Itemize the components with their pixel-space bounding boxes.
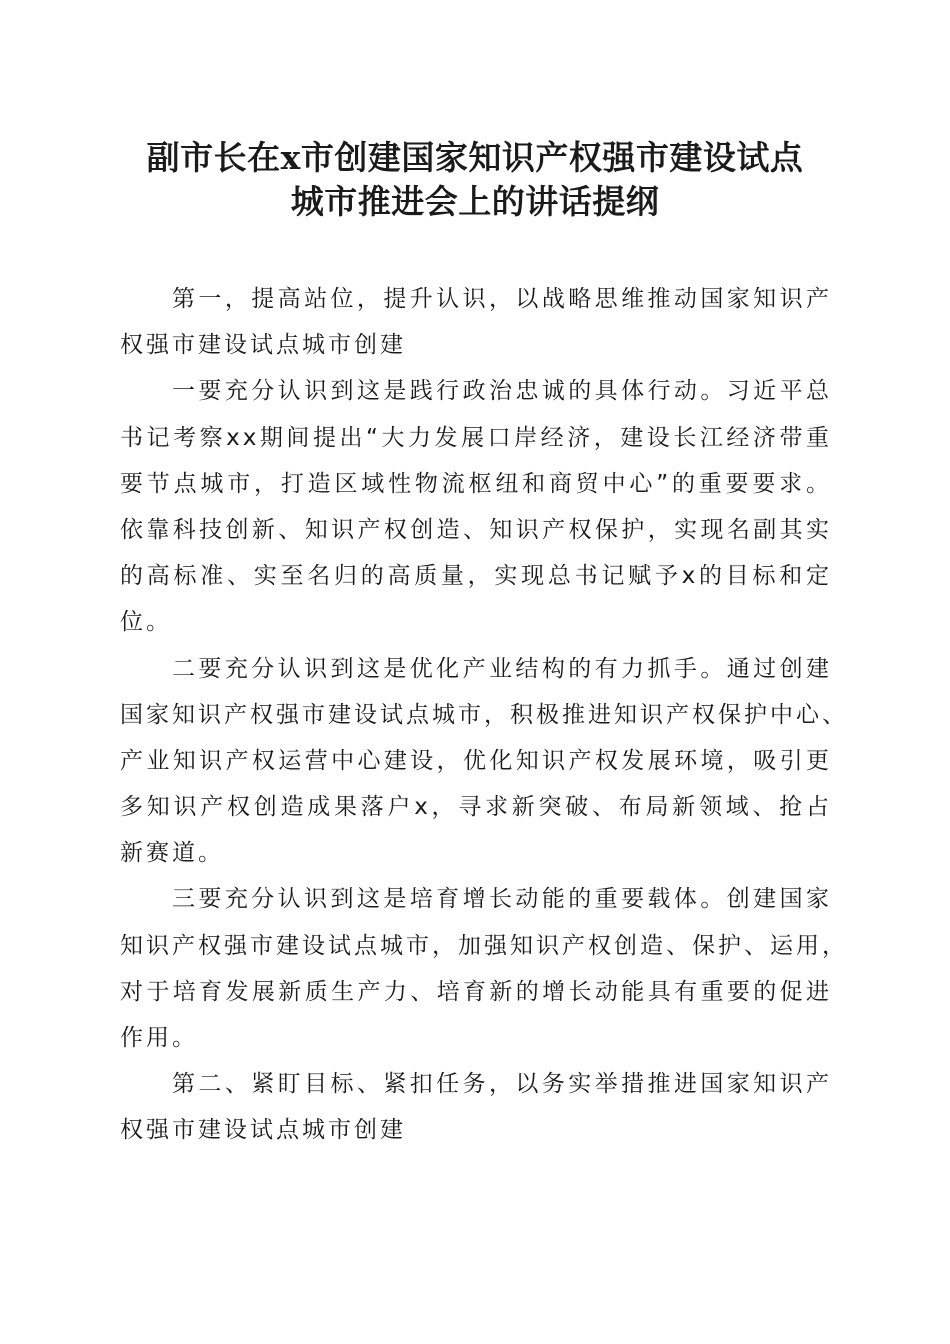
text-line: 位。 bbox=[120, 609, 172, 636]
text-line: 权强市建设试点城市创建 bbox=[120, 332, 406, 359]
text-line: 依靠科技创新、知识产权创造、知识产权保护，实现名副其实 bbox=[120, 516, 832, 543]
paragraph-point-one bbox=[120, 368, 832, 645]
section-heading-second bbox=[120, 1061, 832, 1153]
text-line: 一要充分认识到这是践行政治忠诚的具体行动。习近平总 bbox=[172, 378, 832, 405]
text-line: 作用。 bbox=[120, 1025, 198, 1051]
paragraph-point-two bbox=[120, 646, 848, 877]
title-line: 副市长在x市创建国家知识产权强市建设试点 bbox=[146, 138, 804, 177]
text-line: 二要充分认识到这是优化产业结构的有力抓手。通过创建 bbox=[172, 655, 832, 682]
section-heading-first bbox=[120, 276, 832, 368]
text-line: 书记考察xx期间提出“大力发展口岸经济，建设长江经济带重 bbox=[120, 424, 832, 451]
text-line: 知识产权强市建设试点城市，加强知识产权创造、保护、运用， bbox=[120, 932, 848, 959]
text-line: 第二、紧盯目标、紧扣任务，以务实举措推进国家知识产 bbox=[172, 1071, 832, 1098]
text-line: 要节点城市，打造区域性物流枢纽和商贸中心”的重要要求。 bbox=[120, 470, 832, 497]
text-line: 国家知识产权强市建设试点城市，积极推进知识产权保护中心、 bbox=[120, 701, 848, 728]
text-line: 产业知识产权运营中心建设，优化知识产权发展环境，吸引更 bbox=[120, 747, 832, 774]
document-body bbox=[120, 276, 848, 1154]
paragraph-point-three bbox=[120, 876, 848, 1061]
text-line: 多知识产权创造成果落户x，寻求新突破、布局新领域、抢占 bbox=[120, 794, 832, 821]
text-line: 三要充分认识到这是培育增长动能的重要载体。创建国家 bbox=[172, 886, 832, 913]
text-line: 新赛道。 bbox=[120, 840, 224, 867]
document-title bbox=[100, 136, 850, 224]
text-line: 对于培育发展新质生产力、培育新的增长动能具有重要的促进 bbox=[120, 978, 832, 1005]
text-line: 第一，提高站位，提升认识，以战略思维推动国家知识产 bbox=[172, 286, 832, 312]
text-line: 的高标准、实至名归的高质量，实现总书记赋予x的目标和定 bbox=[120, 563, 832, 590]
title-line: 城市推进会上的讲话提纲 bbox=[290, 182, 660, 221]
text-line: 权强市建设试点城市创建 bbox=[120, 1117, 406, 1144]
